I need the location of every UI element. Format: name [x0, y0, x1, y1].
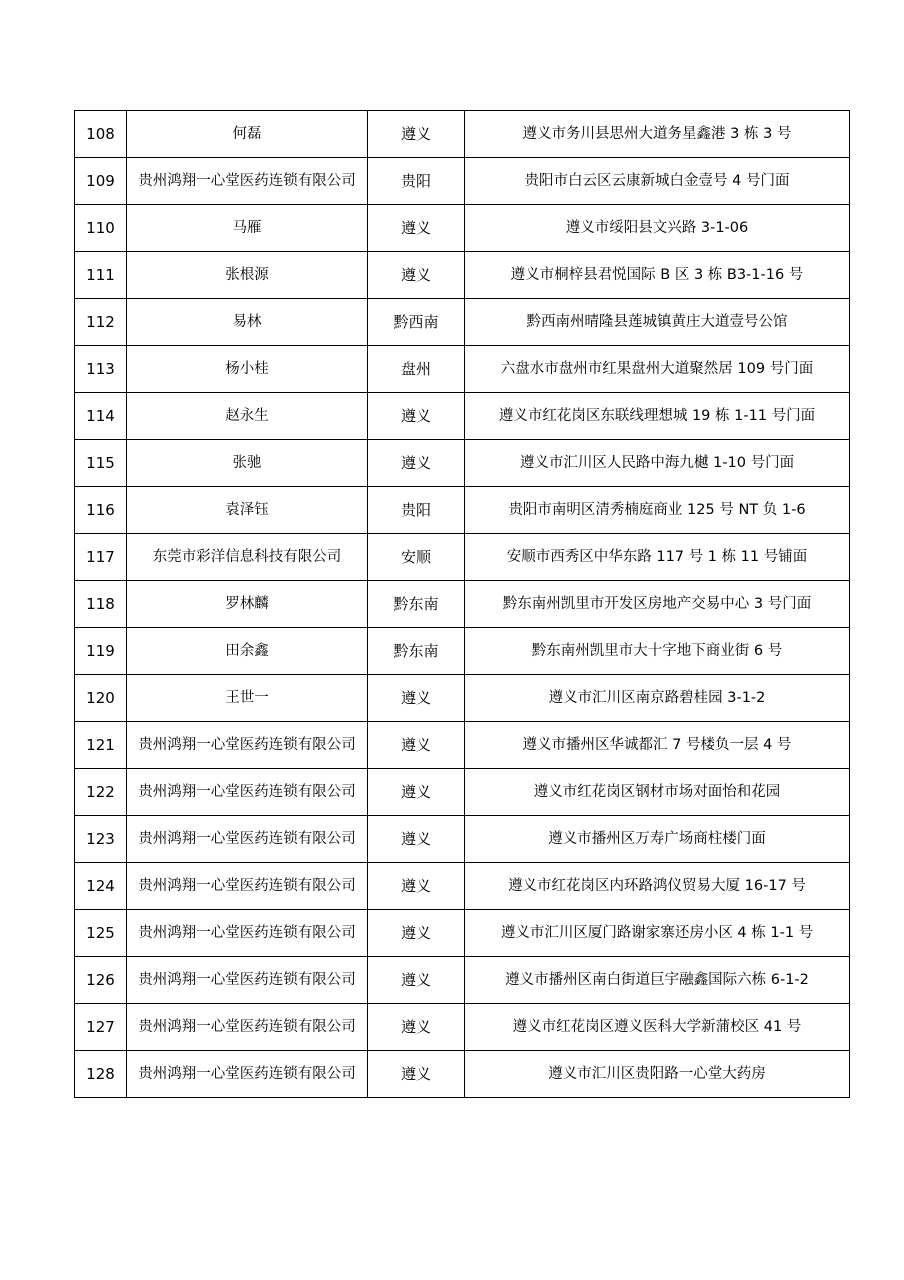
city-cell: 遵义 — [368, 957, 465, 1004]
city-cell: 遵义 — [368, 205, 465, 252]
table-row — [75, 581, 850, 628]
table-row — [75, 1051, 850, 1098]
address-cell: 遵义市红花岗区遵义医科大学新蒲校区 41 号 — [465, 1004, 850, 1051]
address-cell: 遵义市红花岗区钢材市场对面怡和花园 — [465, 769, 850, 816]
address-cell: 遵义市汇川区南京路碧桂园 3-1-2 — [465, 675, 850, 722]
city-cell: 遵义 — [368, 769, 465, 816]
row-number-cell: 116 — [75, 487, 127, 534]
city-cell: 遵义 — [368, 1004, 465, 1051]
address-cell: 遵义市汇川区人民路中海九樾 1-10 号门面 — [465, 440, 850, 487]
store-name-cell: 贵州鸿翔一心堂医药连锁有限公司 — [127, 863, 368, 910]
table-row — [75, 534, 850, 581]
table-body — [75, 111, 850, 1098]
city-cell: 遵义 — [368, 393, 465, 440]
row-number-cell: 120 — [75, 675, 127, 722]
table-row — [75, 957, 850, 1004]
store-name-cell: 贵州鸿翔一心堂医药连锁有限公司 — [127, 722, 368, 769]
store-name-cell: 张驰 — [127, 440, 368, 487]
table-row — [75, 487, 850, 534]
store-name-cell: 王世一 — [127, 675, 368, 722]
table-row — [75, 769, 850, 816]
address-cell: 贵阳市白云区云康新城白金壹号 4 号门面 — [465, 158, 850, 205]
address-cell: 遵义市桐梓县君悦国际 B 区 3 栋 B3-1-16 号 — [465, 252, 850, 299]
store-name-cell: 田余鑫 — [127, 628, 368, 675]
store-name-cell: 易林 — [127, 299, 368, 346]
store-name-cell: 贵州鸿翔一心堂医药连锁有限公司 — [127, 816, 368, 863]
table-row — [75, 440, 850, 487]
city-cell: 遵义 — [368, 675, 465, 722]
store-name-cell: 东莞市彩洋信息科技有限公司 — [127, 534, 368, 581]
table-row — [75, 346, 850, 393]
address-cell: 遵义市红花岗区东联线理想城 19 栋 1-11 号门面 — [465, 393, 850, 440]
store-name-cell: 贵州鸿翔一心堂医药连锁有限公司 — [127, 957, 368, 1004]
row-number-cell: 111 — [75, 252, 127, 299]
table-row — [75, 816, 850, 863]
table-row — [75, 111, 850, 158]
row-number-cell: 127 — [75, 1004, 127, 1051]
address-cell: 遵义市播州区万寿广场商柱楼门面 — [465, 816, 850, 863]
table-row — [75, 158, 850, 205]
table-row — [75, 628, 850, 675]
row-number-cell: 112 — [75, 299, 127, 346]
table-row — [75, 299, 850, 346]
address-cell: 安顺市西秀区中华东路 117 号 1 栋 11 号铺面 — [465, 534, 850, 581]
row-number-cell: 117 — [75, 534, 127, 581]
city-cell: 遵义 — [368, 1051, 465, 1098]
address-cell: 黔西南州晴隆县莲城镇黄庄大道壹号公馆 — [465, 299, 850, 346]
city-cell: 贵阳 — [368, 487, 465, 534]
city-cell: 遵义 — [368, 111, 465, 158]
table-row — [75, 675, 850, 722]
table-row — [75, 722, 850, 769]
table-row — [75, 863, 850, 910]
address-cell: 遵义市汇川区厦门路谢家寨还房小区 4 栋 1-1 号 — [465, 910, 850, 957]
address-cell: 黔东南州凯里市大十字地下商业街 6 号 — [465, 628, 850, 675]
address-cell: 遵义市播州区华诚都汇 7 号楼负一层 4 号 — [465, 722, 850, 769]
address-cell: 遵义市汇川区贵阳路一心堂大药房 — [465, 1051, 850, 1098]
row-number-cell: 123 — [75, 816, 127, 863]
table-row — [75, 393, 850, 440]
store-name-cell: 袁泽钰 — [127, 487, 368, 534]
store-name-cell: 马雁 — [127, 205, 368, 252]
address-cell: 贵阳市南明区清秀楠庭商业 125 号 NT 负 1-6 — [465, 487, 850, 534]
table-row — [75, 1004, 850, 1051]
city-cell: 贵阳 — [368, 158, 465, 205]
address-cell: 遵义市红花岗区内环路鸿仪贸易大厦 16-17 号 — [465, 863, 850, 910]
address-cell: 遵义市务川县思州大道务星鑫港 3 栋 3 号 — [465, 111, 850, 158]
table-row — [75, 910, 850, 957]
table-row — [75, 252, 850, 299]
row-number-cell: 126 — [75, 957, 127, 1004]
row-number-cell: 124 — [75, 863, 127, 910]
city-cell: 黔西南 — [368, 299, 465, 346]
address-cell: 黔东南州凯里市开发区房地产交易中心 3 号门面 — [465, 581, 850, 628]
store-name-cell: 贵州鸿翔一心堂医药连锁有限公司 — [127, 910, 368, 957]
city-cell: 遵义 — [368, 863, 465, 910]
city-cell: 盘州 — [368, 346, 465, 393]
address-cell: 遵义市播州区南白街道巨宇融鑫国际六栋 6-1-2 — [465, 957, 850, 1004]
row-number-cell: 121 — [75, 722, 127, 769]
store-name-cell: 张根源 — [127, 252, 368, 299]
city-cell: 遵义 — [368, 816, 465, 863]
store-name-cell: 杨小桂 — [127, 346, 368, 393]
row-number-cell: 115 — [75, 440, 127, 487]
row-number-cell: 109 — [75, 158, 127, 205]
address-cell: 六盘水市盘州市红果盘州大道聚然居 109 号门面 — [465, 346, 850, 393]
table-row — [75, 205, 850, 252]
city-cell: 安顺 — [368, 534, 465, 581]
row-number-cell: 108 — [75, 111, 127, 158]
store-name-cell: 何磊 — [127, 111, 368, 158]
city-cell: 遵义 — [368, 722, 465, 769]
store-name-cell: 罗林麟 — [127, 581, 368, 628]
city-cell: 遵义 — [368, 910, 465, 957]
store-name-cell: 贵州鸿翔一心堂医药连锁有限公司 — [127, 1004, 368, 1051]
row-number-cell: 114 — [75, 393, 127, 440]
address-cell: 遵义市绥阳县文兴路 3-1-06 — [465, 205, 850, 252]
city-cell: 遵义 — [368, 440, 465, 487]
store-name-cell: 贵州鸿翔一心堂医药连锁有限公司 — [127, 769, 368, 816]
row-number-cell: 113 — [75, 346, 127, 393]
row-number-cell: 128 — [75, 1051, 127, 1098]
row-number-cell: 110 — [75, 205, 127, 252]
city-cell: 遵义 — [368, 252, 465, 299]
store-list-table — [74, 110, 850, 1098]
store-name-cell: 贵州鸿翔一心堂医药连锁有限公司 — [127, 158, 368, 205]
row-number-cell: 118 — [75, 581, 127, 628]
store-name-cell: 贵州鸿翔一心堂医药连锁有限公司 — [127, 1051, 368, 1098]
store-name-cell: 赵永生 — [127, 393, 368, 440]
row-number-cell: 119 — [75, 628, 127, 675]
row-number-cell: 125 — [75, 910, 127, 957]
city-cell: 黔东南 — [368, 628, 465, 675]
row-number-cell: 122 — [75, 769, 127, 816]
city-cell: 黔东南 — [368, 581, 465, 628]
